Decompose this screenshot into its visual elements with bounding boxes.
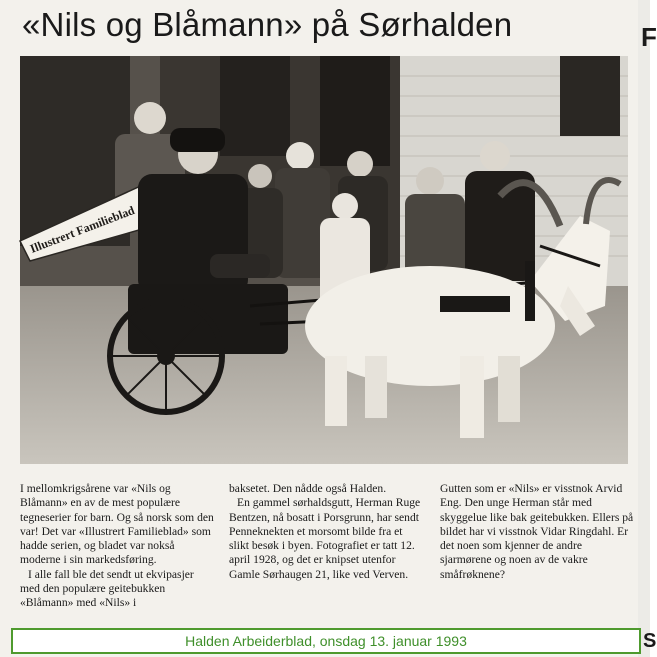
article-paragraph: I mellomkrigsårene var «Nils og Blåmann» en av de mest populære tegneserier for barn. Og så norsk som den var! Det var «Illustrert Familieblad» som hadde serien, og bladet var nokså moderne i sin markedsføring. [20, 482, 214, 567]
source-caption: Halden Arbeiderblad, onsdag 13. januar 1993 [185, 633, 467, 649]
article-paragraph: En gammel sørhaldsgutt, Herman Ruge Bentzen, nå bosatt i Porsgrunn, har sendt Penneknekten et morsomt bilde fra et slikt besøk i byen. Fotografiet er tatt 12. april 1928, og det er knipset utenfor Gamle Sørhaugen 21, like ved Verven. [229, 496, 421, 581]
article-column-2 [229, 482, 423, 582]
article-paragraph: I alle fall ble det sendt ut ekvipasjer med den populære geitebukken «Blåmann» med «Nils» i [20, 567, 194, 610]
headline: «Nils og Blåmann» på Sørhalden [22, 6, 513, 43]
article-paragraph: baksetet. Den nådde også Halden. [229, 482, 387, 495]
article-column-3 [440, 482, 634, 582]
article-column-1 [20, 482, 214, 611]
adjacent-text-fragment: S [643, 630, 657, 652]
source-caption-box [11, 628, 641, 654]
article-photo [20, 56, 628, 464]
article-paragraph: Gutten som er «Nils» er visstnok Arvid Eng. Den unge Herman står med skyggelue like bak geitebukken. Ellers på bildet har vi visstnok Vidar Ringdahl. Er det noen som kjenner de andre sjarmørene og noen av de vakre småfrøknene? [440, 482, 634, 581]
photo-banner-text: Illustrert Familieblad [28, 203, 137, 256]
adjacent-headline-fragment: F [641, 22, 657, 52]
adjacent-article-edge [638, 0, 650, 657]
